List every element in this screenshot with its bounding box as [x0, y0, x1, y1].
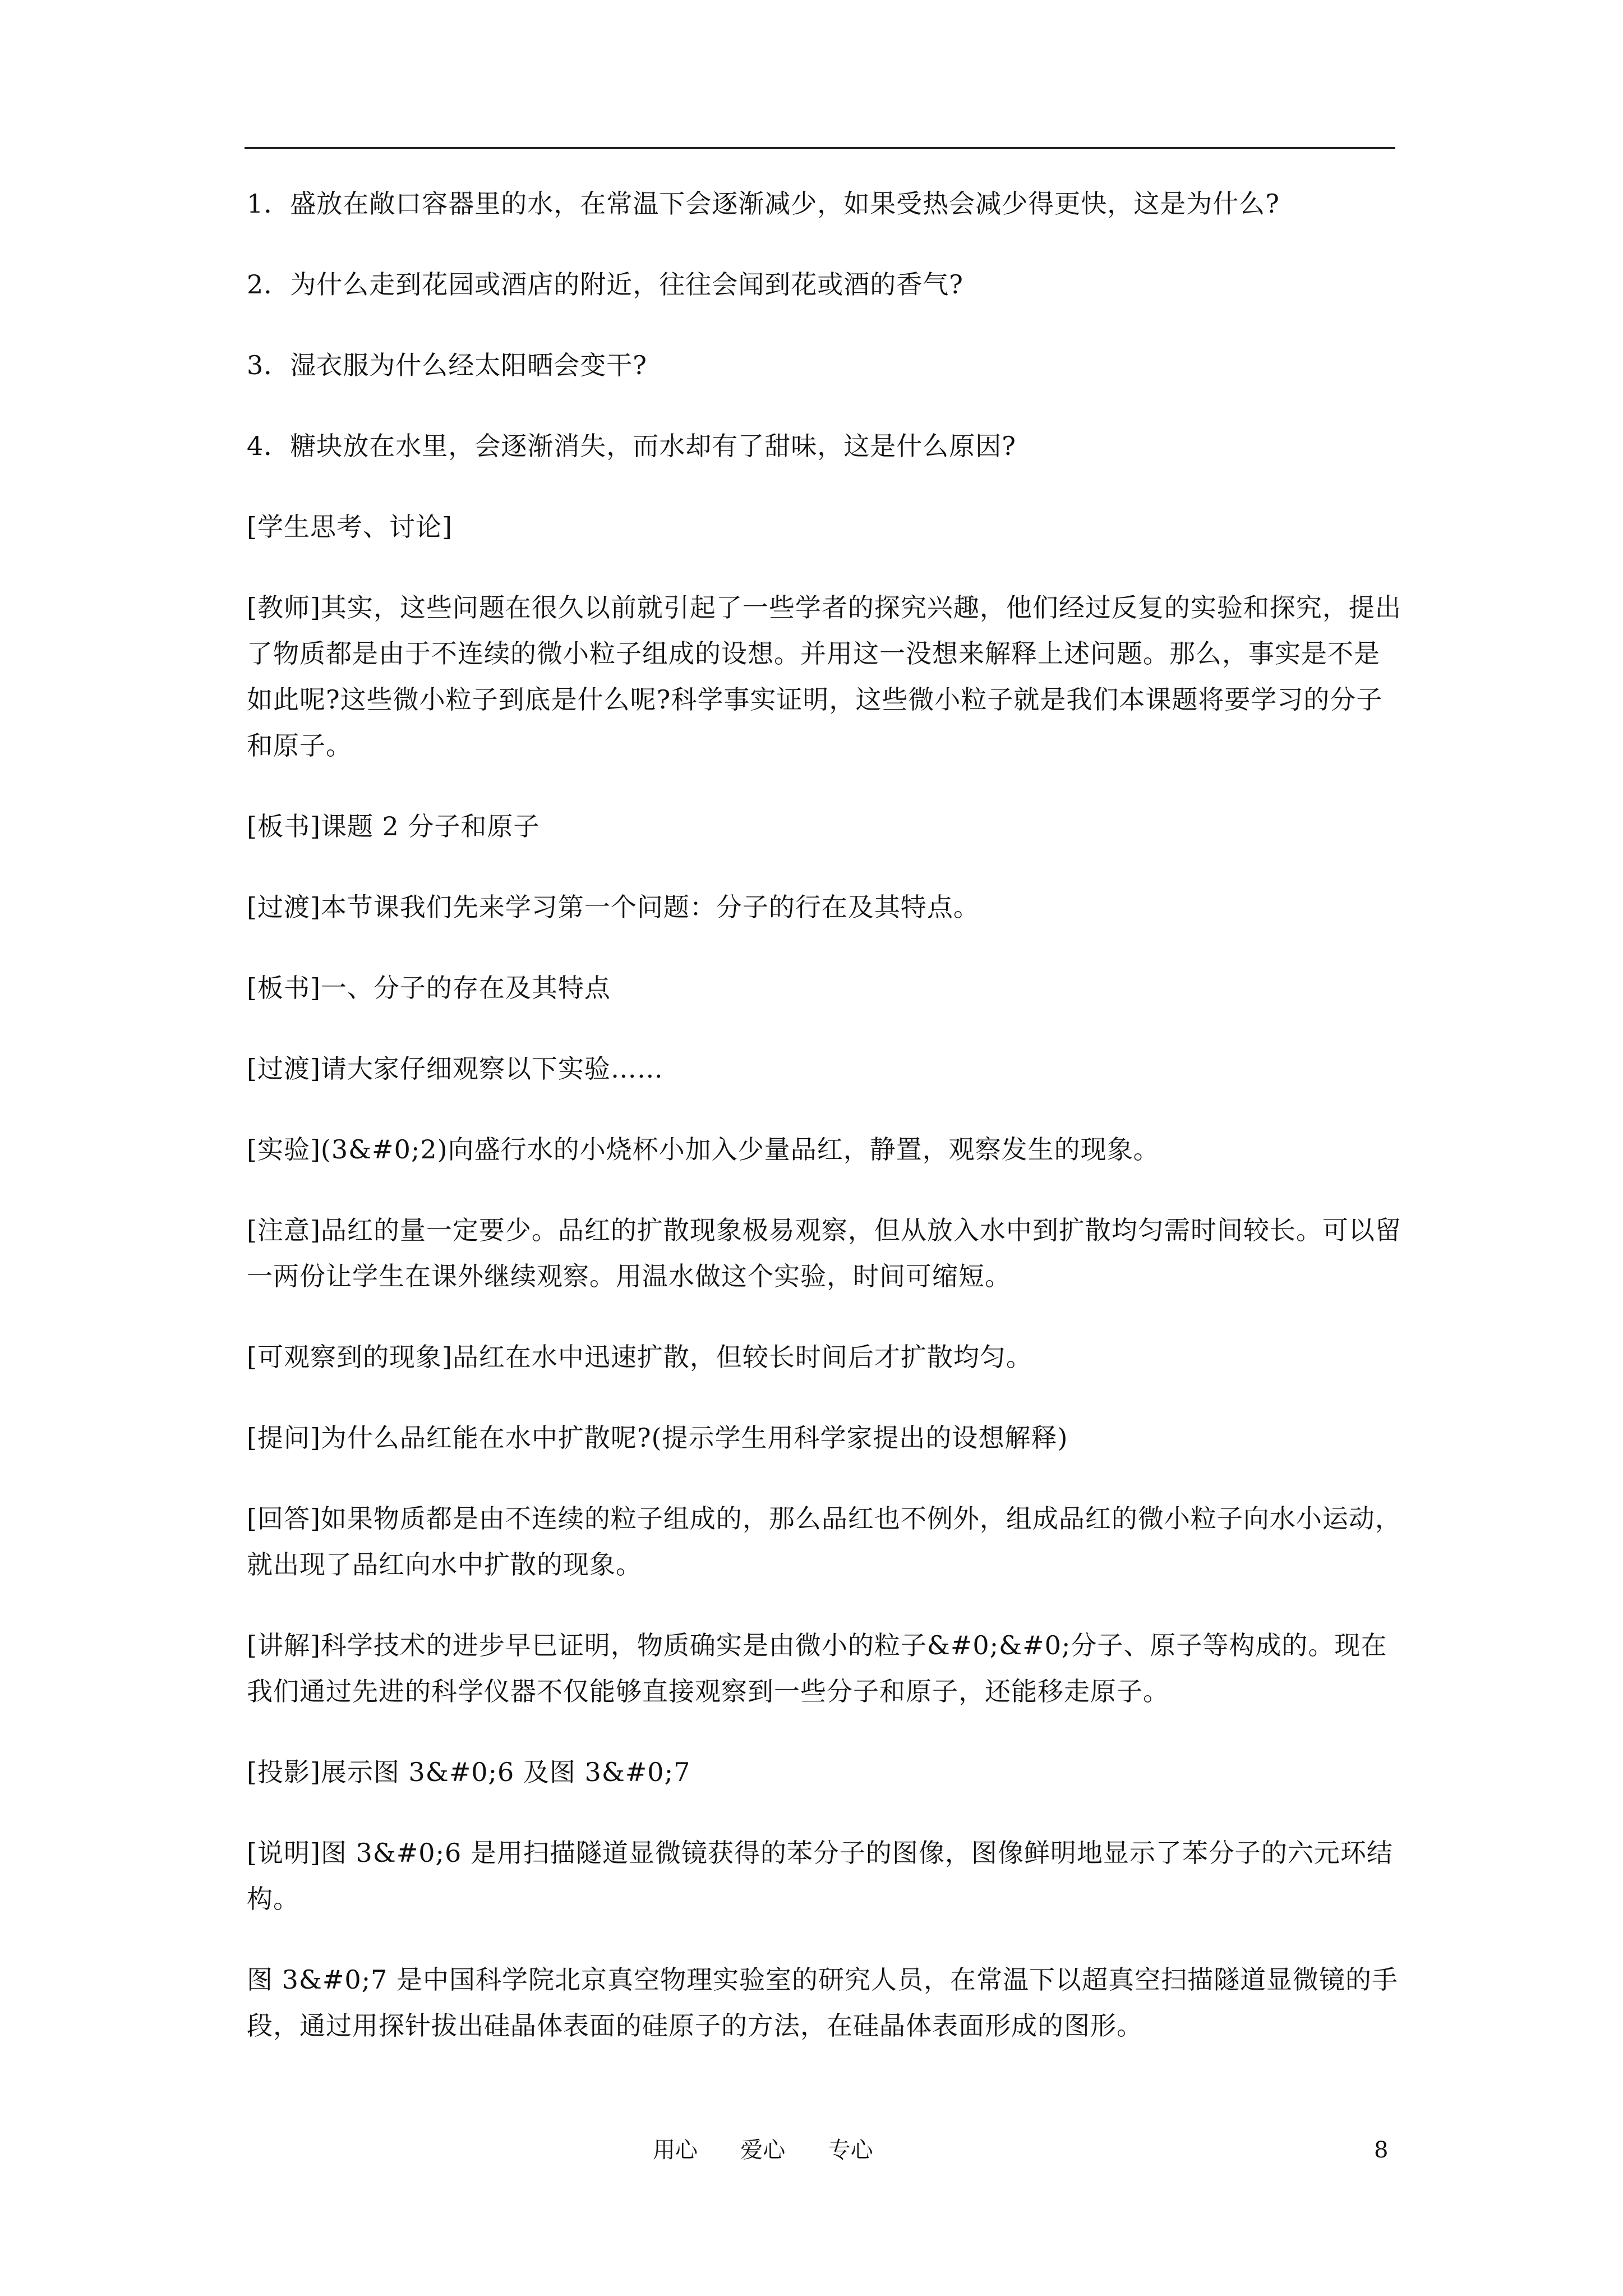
paragraph-projection: [投影]展示图 3&#0;6 及图 3&#0;7 — [247, 1757, 691, 1787]
paragraph-question-1: 1．盛放在敞口容器里的水，在常温下会逐渐减少，如果受热会减少得更快，这是为什么? — [247, 188, 1280, 219]
paragraph-note: [注意]品红的量一定要少。品红的扩散现象极易观察，但从放入水中到扩散均匀需时间较长。可以留一两份让学生在课外继续观察。用温水做这个实验，时间可缩短。 — [247, 1215, 1401, 1291]
paragraph-explanation: [讲解]科学技术的进步早巳证明，物质确实是由微小的粒子&#0;&#0;分子、原子等构成的。现在我们通过先进的科学仪器不仅能够直接观察到一些分子和原子，还能移走原子。 — [247, 1630, 1387, 1706]
paragraph-teacher: [教师]其实，这些问题在很久以前就引起了一些学者的探究兴趣，他们经过反复的实验和探究，提出了物质都是由于不连续的微小粒子组成的设想。并用这一没想来解释上述问题。那么，事实是不是如此呢?这些微小粒子到底是什么呢?科学事实证明，这些微小粒子就是我们本课题将要学习的分子和原子。 — [247, 592, 1401, 761]
document-body — [247, 181, 1402, 2083]
paragraph-question-4: 4．糖块放在水里，会逐渐消失，而水却有了甜味，这是什么原因? — [247, 431, 1016, 461]
header-rule — [245, 147, 1395, 149]
paragraph-question-2: 2．为什么走到花园或酒店的附近，往往会闻到花或酒的香气? — [247, 269, 963, 300]
paragraph-question: [提问]为什么品红能在水中扩散呢?(提示学生用科学家提出的设想解释) — [247, 1423, 1068, 1453]
paragraph-transition-1: [过渡]本节课我们先来学习第一个问题：分子的行在及其特点。 — [247, 892, 980, 922]
paragraph-transition-2: [过渡]请大家仔细观察以下实验…… — [247, 1053, 663, 1084]
paragraph-blackboard-topic: [板书]课题 2 分子和原子 — [247, 811, 540, 841]
paragraph-observation: [可观察到的现象]品红在水中迅速扩散，但较长时间后才扩散均匀。 — [247, 1342, 1032, 1372]
paragraph-blackboard-section: [板书]一、分子的存在及其特点 — [247, 973, 611, 1003]
paragraph-question-3: 3．湿衣服为什么经太阳晒会变干? — [247, 350, 647, 380]
paragraph-figure-3-7: 图 3&#0;7 是中国科学院北京真空物理实验室的研究人员，在常温下以超真空扫描隧道显微镜的手段，通过用探针拔出硅晶体表面的硅原子的方法，在硅晶体表面形成的图形。 — [247, 1964, 1399, 2041]
footer-motto: 用心 爱心 专心 — [653, 2137, 873, 2163]
page-number: 8 — [1374, 2137, 1389, 2163]
paragraph-student-discussion: [学生思考、讨论] — [247, 512, 453, 542]
paragraph-description: [说明]图 3&#0;6 是用扫描隧道显微镜获得的苯分子的图像，图像鲜明地显示了苯分子的六元环结构。 — [247, 1838, 1393, 1914]
paragraph-answer: [回答]如果物质都是由不连续的粒子组成的，那么品红也不例外，组成品红的微小粒子向水小运动，就出现了品红向水中扩散的现象。 — [247, 1503, 1401, 1580]
paragraph-experiment: [实验](3&#0;2)向盛行水的小烧杯小加入少量品红，静置，观察发生的现象。 — [247, 1134, 1160, 1165]
